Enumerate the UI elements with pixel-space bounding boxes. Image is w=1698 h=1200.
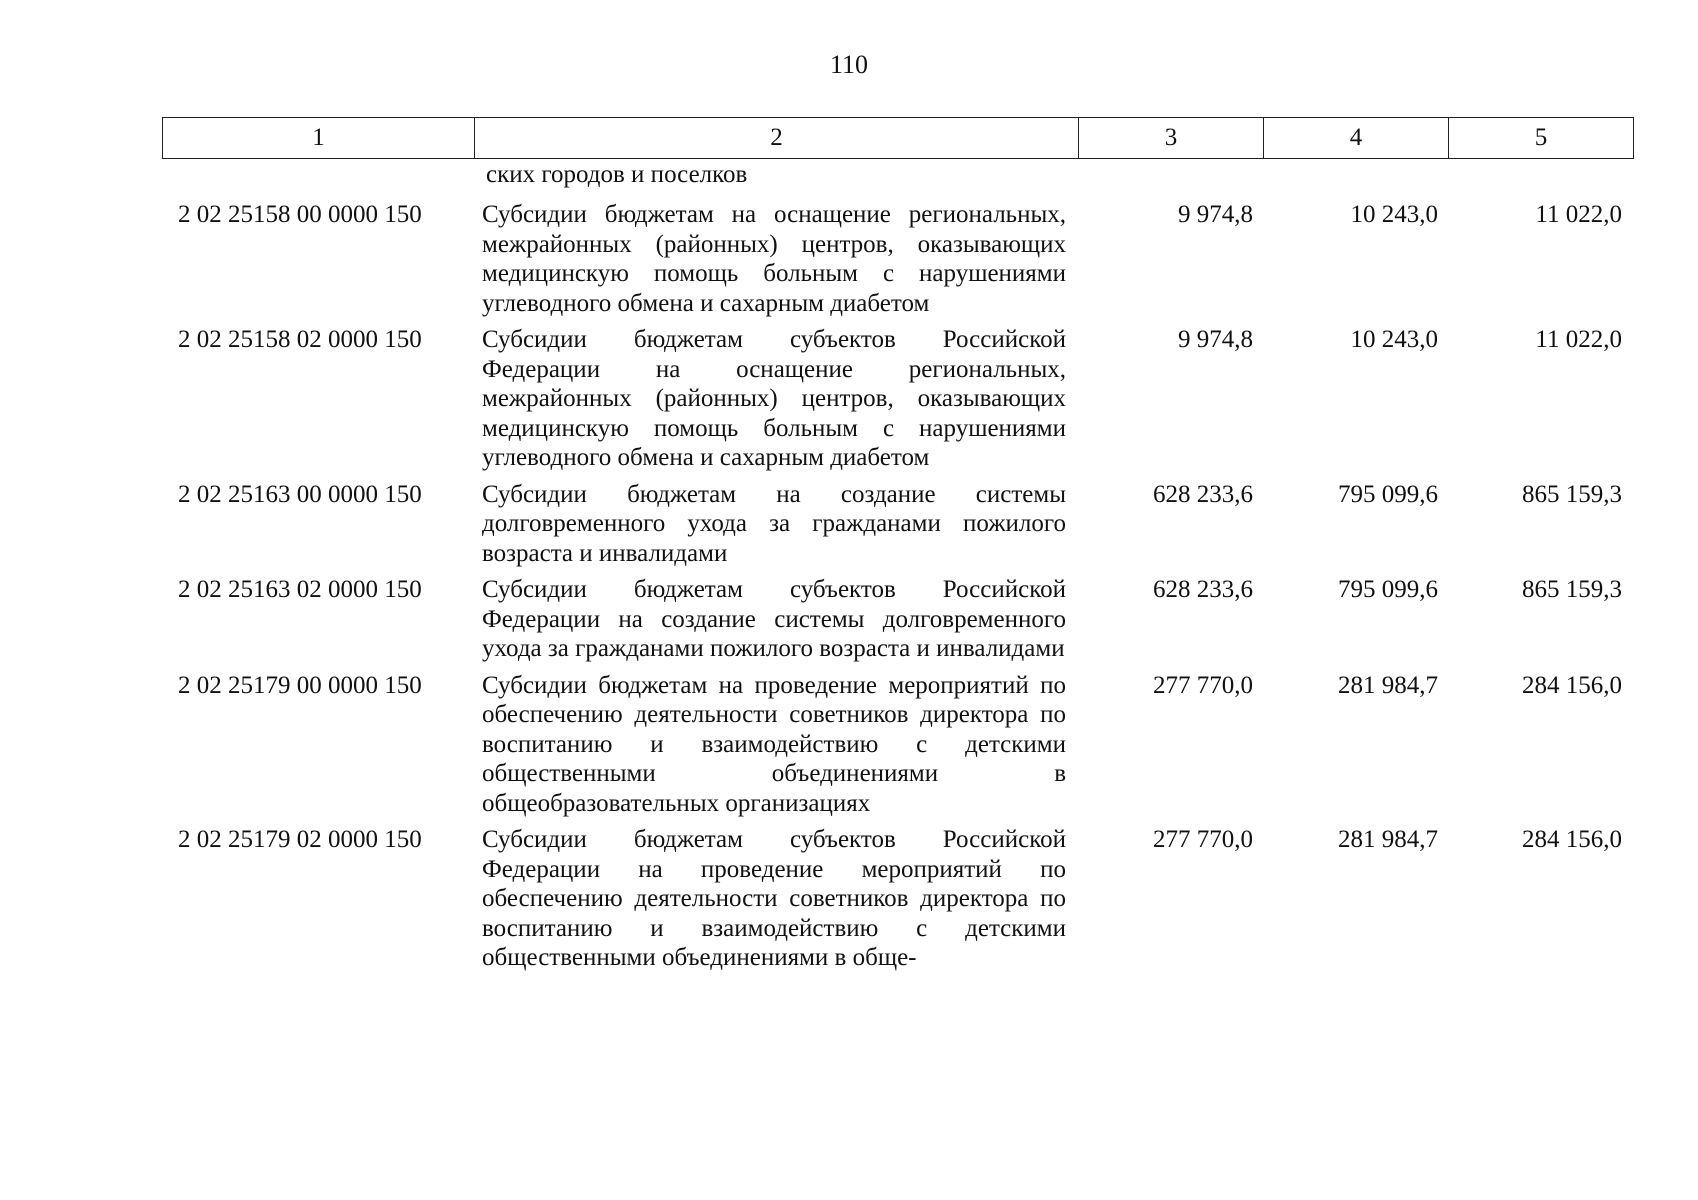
header-col-2: 2 xyxy=(475,118,1079,158)
table-row xyxy=(162,671,1634,819)
row-description: Субсидии бюджетам субъектов Российской Федерации на оснащение региональных, межрайонных (районных) центров, оказывающих медицинскую помощь больным с нарушениями углеводного обмена и сахарным диабетом xyxy=(482,326,1066,471)
row-value-3: 277 770,0 xyxy=(1153,826,1253,853)
table-row xyxy=(162,325,1634,473)
row-description: Субсидии бюджетам субъектов Российской Федерации на проведение мероприятий по обеспечению деятельности советников директора по воспитанию и взаимодействию с детскими общественными объединениями в обще- xyxy=(482,826,1066,971)
row-code: 2 02 25163 02 0000 150 xyxy=(178,576,422,603)
header-col-5: 5 xyxy=(1534,124,1548,151)
row-value-5: 865 159,3 xyxy=(1522,480,1622,508)
header-col-4: 4 xyxy=(1264,118,1449,158)
page-number: 110 xyxy=(829,50,869,79)
header-col-1: 1 xyxy=(163,118,475,158)
row-value-5: 11 022,0 xyxy=(1535,326,1622,353)
row-code: 2 02 25179 02 0000 150 xyxy=(178,826,422,853)
row-value-4: 795 099,6 xyxy=(1338,480,1438,508)
row-code: 2 02 25158 02 0000 150 xyxy=(178,326,422,353)
row-value-3: 628 233,6 xyxy=(1153,576,1253,603)
row-value-4: 795 099,6 xyxy=(1338,576,1438,603)
table-row xyxy=(162,575,1634,664)
table-header xyxy=(162,117,1634,159)
row-description: Субсидии бюджетам на оснащение региональных, межрайонных (районных) центров, оказывающих медицинскую помощь больным с нарушениями углеводного обмена и сахарным диабетом xyxy=(482,201,1066,317)
row-description: Субсидии бюджетам на проведение мероприятий по обеспечению деятельности советников директора по воспитанию и взаимодействию с детскими общественными объединениями в общеобразовательных организациях xyxy=(482,671,1066,817)
row-value-4: 281 984,7 xyxy=(1338,671,1438,699)
table-row xyxy=(162,825,1634,973)
row-value-4: 10 243,0 xyxy=(1350,326,1438,353)
row-value-5: 11 022,0 xyxy=(1535,201,1622,228)
row-description: Субсидии бюджетам субъектов Российской Федерации на создание системы долговременного ухода за гражданами пожилого возраста и инвалидами xyxy=(482,576,1066,662)
row-value-3: 9 974,8 xyxy=(1178,326,1253,353)
row-value-5: 284 156,0 xyxy=(1522,826,1622,853)
row-value-3: 628 233,6 xyxy=(1153,480,1253,508)
row-value-3: 277 770,0 xyxy=(1153,671,1253,699)
row-value-4: 10 243,0 xyxy=(1350,201,1438,228)
row-code: 2 02 25158 00 0000 150 xyxy=(178,201,422,228)
row-value-4: 281 984,7 xyxy=(1338,826,1438,853)
row-code: 2 02 25179 00 0000 150 xyxy=(178,671,422,699)
row-description: Субсидии бюджетам на создание системы долговременного ухода за гражданами пожилого возраста и инвалидами xyxy=(482,480,1066,567)
row-value-3: 9 974,8 xyxy=(1178,201,1253,228)
continuation-text: ских городов и поселков xyxy=(486,161,748,188)
table-row xyxy=(162,200,1634,318)
table-body xyxy=(162,200,1634,980)
table-row xyxy=(162,480,1634,569)
row-value-5: 865 159,3 xyxy=(1522,576,1622,603)
header-col-3: 3 xyxy=(1079,118,1264,158)
row-code: 2 02 25163 00 0000 150 xyxy=(178,480,422,508)
row-value-5: 284 156,0 xyxy=(1522,671,1622,699)
